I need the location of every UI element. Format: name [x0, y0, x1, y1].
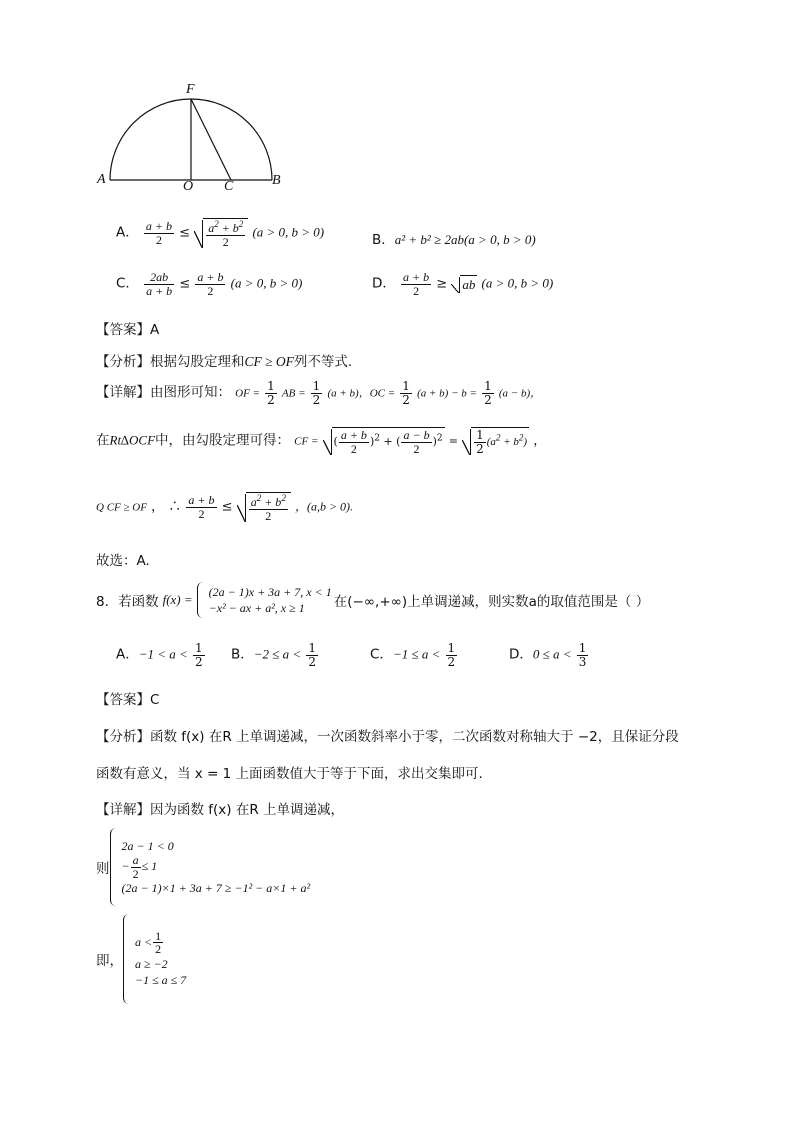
q7-option-c[interactable]: C． $\frac{2ab}{a + b}$ ≤ $\frac{a + b}{2}$ (a > 0, b > 0)	[116, 270, 303, 298]
label-o: O	[183, 179, 194, 194]
q8-option-a[interactable]: A．−1 < a < $\frac{1}{2}$	[116, 641, 203, 669]
q7-option-d[interactable]: D． $\frac{a + b}{2}$ ≥ ab (a > 0, b > 0)	[372, 270, 554, 298]
q7-option-a[interactable]: A． $\frac{a + b}{2}$ ≤ $\frac{a^2 + b^2}{2}$ (a > 0, b > 0)	[116, 219, 325, 249]
q8-analysis-line1: 【分析】函数 f(x) 在R 上单调递减，一次函数斜率小于零，二次函数对称轴大于 −2，且保证分段	[96, 729, 679, 745]
q7-detail-line3: Q CF ≥ OF ， ∴ $\frac{a + b}{2}$ ≤ $\frac{a^2 + b^2}{2}$ ，(a,b > 0).	[96, 493, 354, 523]
label-a: A	[97, 172, 106, 187]
label-f: F	[186, 82, 195, 97]
sqrt: $\frac{a^2 + b^2}{2}$	[194, 218, 248, 248]
q8-system-1: 则 2a − 1 < 0 − $\frac{a}{2}$ ≤ 1 (2a − 1)×1 + 3a + 7 ≥ −1² − a×1 + a²	[96, 828, 310, 906]
label-b: B	[272, 173, 281, 188]
q7-option-b[interactable]: B．a² + b² ≥ 2ab(a > 0, b > 0)	[372, 232, 536, 248]
q7-choose: 故选：A.	[96, 553, 150, 569]
q8-detail: 【详解】因为函数 f(x) 在R 上单调递减，	[96, 802, 345, 818]
q8-option-b[interactable]: B．−2 ≤ a < $\frac{1}{2}$	[231, 641, 316, 669]
q8-answer: 【答案】C	[96, 692, 160, 708]
q7-analysis: 【分析】根据勾股定理和CF ≥ OF列不等式.	[96, 354, 353, 370]
q8-system-2: 即， a < $\frac{1}{2}$ a ≥ −2 −1 ≤ a ≤ 7	[96, 914, 186, 1004]
q7-answer: 【答案】A	[96, 322, 160, 338]
fraction: $\frac{a + b}{2}$	[145, 219, 172, 247]
label-c: C	[224, 179, 234, 194]
segment-cf	[191, 99, 231, 180]
q8-stem: 8．若函数 f(x) = (2a − 1)x + 3a + 7, x < 1 −x² − ax + a², x ≥ 1 在(−∞,+∞)上单调递减，则实数a的取值范围是（ ）	[96, 582, 649, 618]
semicircle-figure	[90, 82, 300, 197]
q8-analysis-line2: 函数有意义，当 x = 1 上面函数值大于等于下面，求出交集即可.	[96, 766, 483, 782]
q8-option-d[interactable]: D．0 ≤ a < $\frac{1}{3}$	[509, 641, 587, 669]
q7-detail-line2: 在Rt∆OCF中，由勾股定理可得： CF = ( $\frac{a + b}{2}$ )$^2$ + ( $\frac{a - b}{2}$ )$^2$ = $\frac{1}{2}$ $(a^2 + b^2)$ ，	[96, 428, 547, 456]
q7-detail-line1: 【详解】由图形可知： OF = $\frac{1}{2}$ AB = $\frac{1}{2}$ (a + b)，OC = $\frac{1}{2}$ (a + b) − b = $\frac{1}{2}$ (a − b)，	[96, 379, 542, 407]
q8-option-c[interactable]: C．−1 ≤ a < $\frac{1}{2}$	[370, 641, 456, 669]
